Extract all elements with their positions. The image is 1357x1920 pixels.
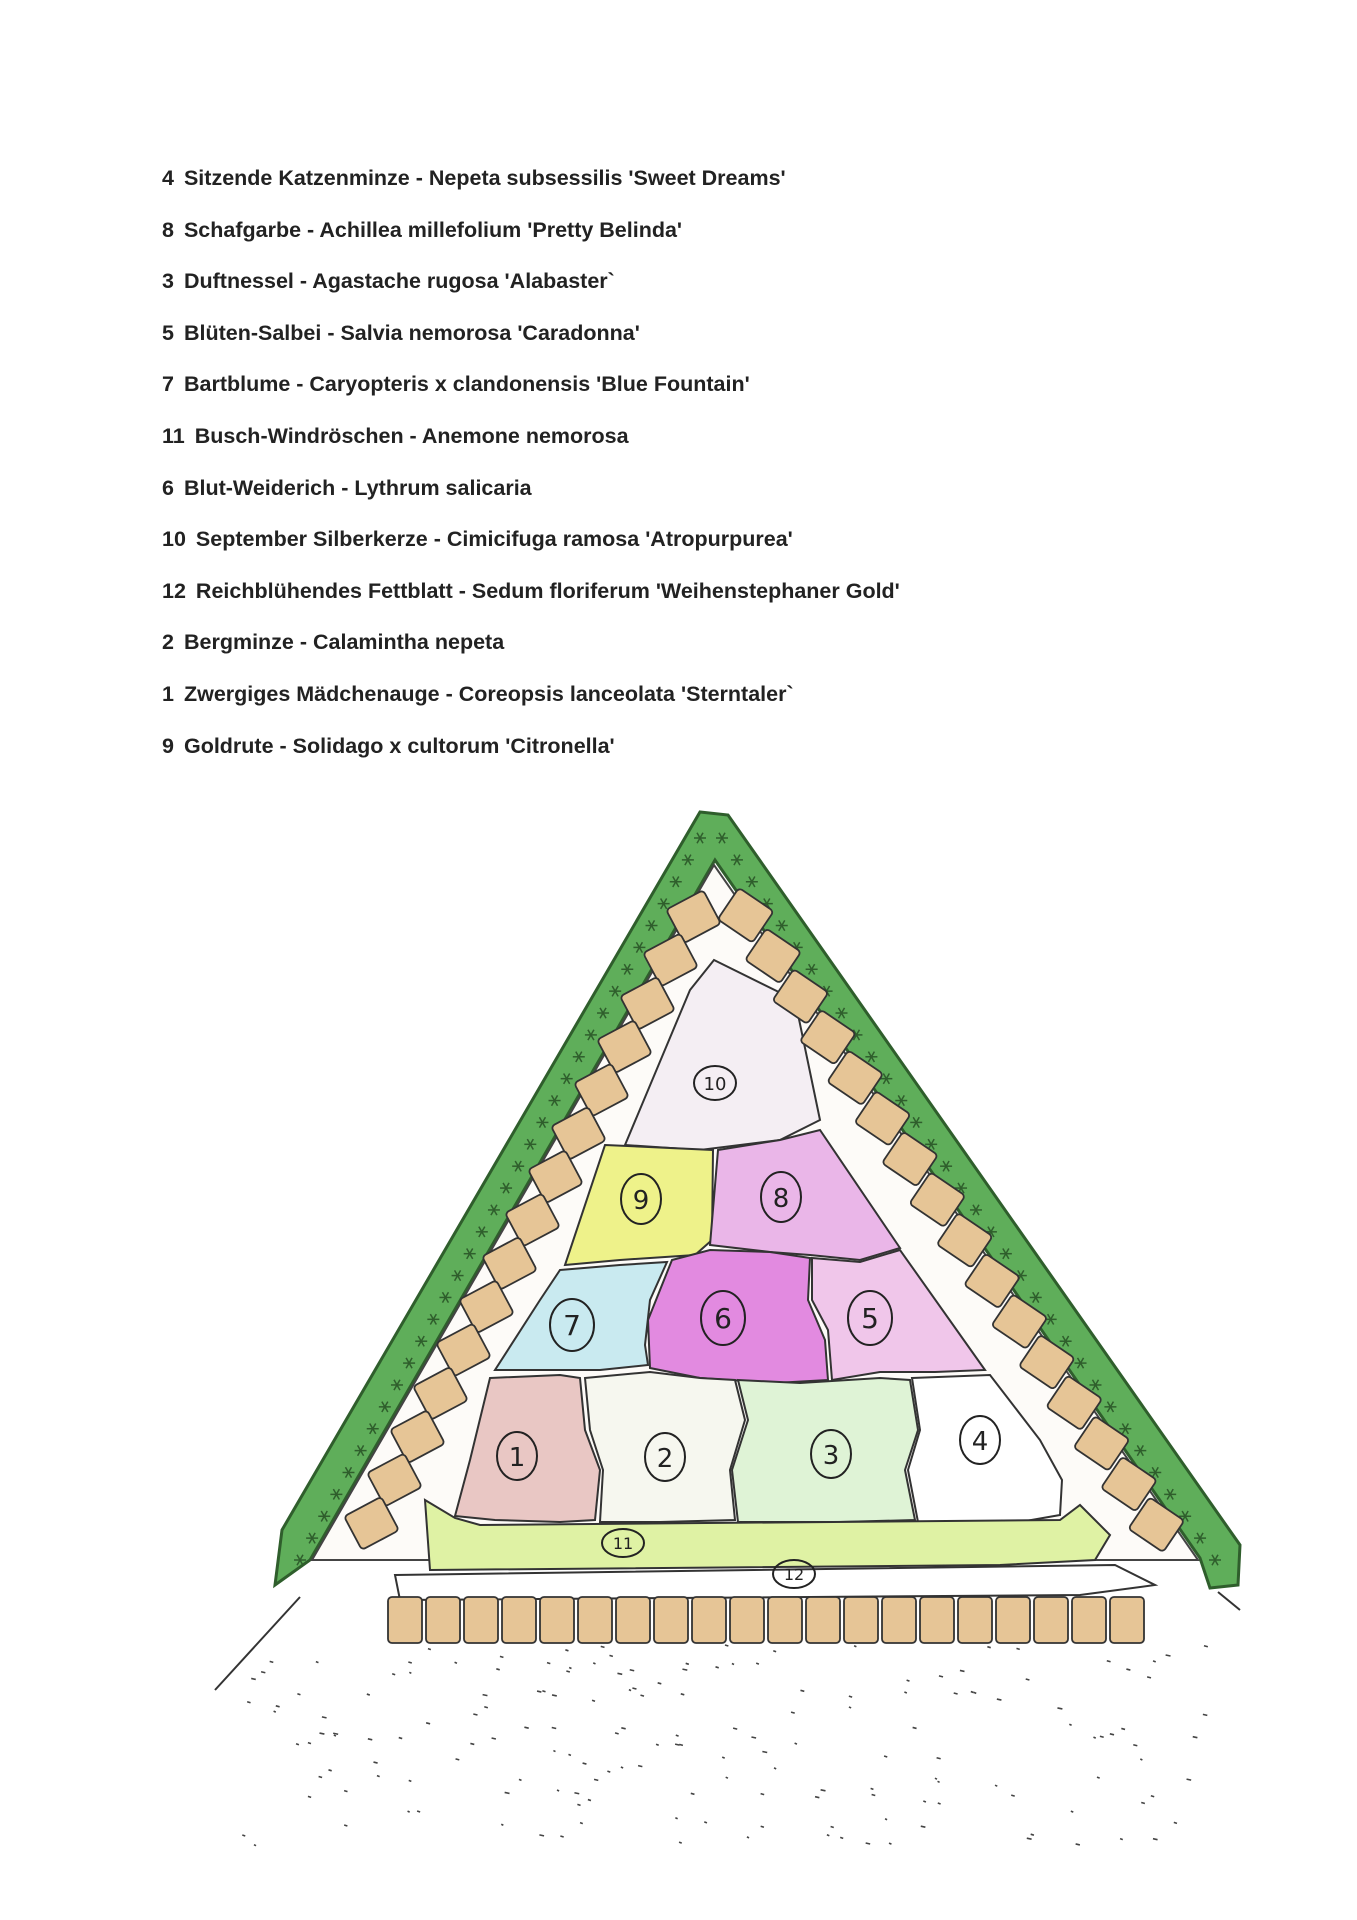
legend-number: 10 <box>162 527 186 552</box>
ground-dot <box>1071 1811 1073 1812</box>
ground-dot <box>601 1646 605 1647</box>
ground-dot <box>691 1793 695 1794</box>
ground-dot <box>592 1700 595 1701</box>
ground-dot <box>251 1678 256 1679</box>
ground-dot <box>1203 1714 1207 1715</box>
ground-dot <box>455 1662 457 1663</box>
ground-dot <box>866 1843 870 1844</box>
border-stone <box>844 1597 878 1643</box>
ground-dot <box>682 1669 687 1670</box>
border-stone <box>996 1597 1030 1643</box>
ground-dot <box>1187 1779 1192 1780</box>
ground-dot <box>1141 1802 1145 1803</box>
ground-dot <box>1120 1839 1123 1840</box>
legend-plant-name: Blut-Weiderich - Lythrum salicaria <box>183 475 532 500</box>
ground-dot <box>921 1826 926 1827</box>
border-stone <box>692 1597 726 1643</box>
ground-dot <box>621 1767 623 1768</box>
svg-text:4: 4 <box>971 1427 989 1457</box>
ground-dot <box>913 1727 917 1728</box>
ground-dot <box>1174 1822 1177 1823</box>
svg-text:5: 5 <box>861 1302 879 1335</box>
ground-edge-left <box>215 1597 300 1690</box>
svg-text:11: 11 <box>612 1534 634 1553</box>
ground-dot <box>676 1735 679 1736</box>
ground-dot <box>261 1672 265 1673</box>
svg-text:10: 10 <box>703 1074 727 1095</box>
ground-dot <box>319 1733 324 1734</box>
ground-dot <box>568 1754 570 1755</box>
ground-dot <box>800 1690 804 1691</box>
ground-dot <box>547 1663 550 1664</box>
ground-dot <box>500 1656 503 1657</box>
ground-dot <box>761 1826 764 1827</box>
ground-dot <box>580 1823 583 1824</box>
ground-dot <box>756 1663 759 1664</box>
ground-dot <box>1147 1677 1151 1678</box>
legend-plant-name: Schafgarbe - Achillea millefolium 'Pretty Belinda' <box>183 217 683 242</box>
ground-dot <box>621 1728 625 1729</box>
ground-dot <box>344 1825 347 1826</box>
ground-dot <box>1016 1648 1019 1649</box>
ground-dot <box>872 1794 876 1795</box>
ground-dot <box>344 1791 347 1792</box>
ground-dot <box>679 1842 682 1843</box>
ground-dot <box>593 1663 595 1664</box>
ground-dot <box>762 1752 767 1753</box>
border-stone <box>882 1597 916 1643</box>
ground-dot <box>904 1692 906 1693</box>
ground-dot <box>316 1662 319 1663</box>
ground-dot <box>552 1728 556 1729</box>
ground-dot <box>1193 1737 1198 1738</box>
ground-dot <box>524 1727 528 1728</box>
svg-text:6: 6 <box>714 1302 732 1335</box>
ground-dot <box>774 1768 776 1769</box>
ground-dot <box>987 1647 990 1648</box>
ground-dot <box>484 1707 488 1708</box>
ground-dot <box>377 1776 380 1777</box>
ground-dot <box>456 1759 460 1760</box>
ground-dot <box>849 1707 851 1708</box>
ground-dot <box>974 1692 976 1693</box>
ground-dot <box>889 1843 891 1844</box>
ground-dot <box>333 1733 338 1734</box>
ground-dot <box>795 1743 797 1744</box>
border-stone <box>502 1597 536 1643</box>
ground-dot <box>1153 1661 1156 1662</box>
ground-dot <box>761 1794 765 1795</box>
ground-dot <box>907 1680 910 1681</box>
ground-dot <box>594 1779 598 1780</box>
ground-dot <box>658 1683 662 1684</box>
ground-dot <box>537 1691 541 1692</box>
ground-dot <box>831 1827 834 1828</box>
svg-text:3: 3 <box>822 1441 840 1471</box>
ground-dot <box>1031 1834 1034 1835</box>
border-stone <box>958 1597 992 1643</box>
ground-dot <box>638 1766 642 1767</box>
ground-dot <box>923 1801 926 1802</box>
ground-dot <box>505 1792 510 1793</box>
ground-dot <box>473 1714 477 1715</box>
ground-dot <box>565 1650 568 1651</box>
ground-dot <box>1069 1724 1071 1725</box>
ground-dot <box>615 1733 619 1734</box>
legend-plant-name: Blüten-Salbei - Salvia nemorosa 'Caradonna' <box>183 320 640 345</box>
ground-dot <box>308 1743 311 1744</box>
ground-dot <box>542 1691 545 1692</box>
ground-dot <box>997 1699 1002 1700</box>
ground-dot <box>640 1695 644 1696</box>
ground-dot <box>747 1837 749 1838</box>
border-stone <box>388 1597 422 1643</box>
legend-plant-name: Zwergiges Mädchenauge - Coreopsis lanceolata 'Sterntaler` <box>183 681 794 706</box>
legend-plant-name: Sitzende Katzenminze - Nepeta subsessilis 'Sweet Dreams' <box>183 166 786 190</box>
ground-dot <box>960 1670 965 1671</box>
ground-dot <box>552 1695 557 1696</box>
border-stone <box>540 1597 574 1643</box>
ground-dot <box>274 1711 276 1712</box>
ground-dot <box>1027 1838 1032 1839</box>
ground-dot <box>322 1717 327 1718</box>
ground-dot <box>1100 1736 1104 1737</box>
ground-dot <box>276 1706 280 1707</box>
ground-dot <box>417 1811 420 1812</box>
border-stone <box>654 1597 688 1643</box>
ground-dot <box>630 1670 634 1671</box>
legend-plant-name: Busch-Windröschen - Anemone nemorosa <box>194 423 629 448</box>
ground-dot <box>617 1673 622 1674</box>
ground-dot <box>409 1672 411 1673</box>
svg-text:7: 7 <box>563 1309 581 1342</box>
ground-dot <box>557 1790 559 1791</box>
ground-dot <box>827 1835 829 1836</box>
ground-dot <box>1057 1708 1062 1709</box>
zone-6 <box>648 1250 828 1383</box>
ground-dot <box>254 1845 256 1846</box>
ground-dot <box>428 1649 431 1650</box>
ground-dot <box>583 1763 587 1764</box>
legend-plant-name: Goldrute - Solidago x cultorum 'Citronella' <box>183 733 615 758</box>
legend-number: 8 <box>162 217 174 242</box>
ground-dot <box>308 1796 311 1797</box>
ground-dot <box>1166 1655 1171 1656</box>
ground-dot <box>519 1779 522 1780</box>
ground-dot <box>247 1702 250 1703</box>
ground-dot <box>483 1695 488 1696</box>
ground-stipple <box>242 1645 1208 1846</box>
ground-dot <box>297 1694 300 1695</box>
border-stone <box>920 1597 954 1643</box>
ground-dot <box>577 1804 580 1805</box>
ground-dot <box>995 1785 997 1786</box>
ground-dot <box>1026 1679 1030 1680</box>
legend-number: 3 <box>162 269 174 294</box>
ground-dot <box>492 1738 496 1739</box>
ground-dot <box>1153 1839 1158 1840</box>
ground-dot <box>1133 1745 1137 1746</box>
ground-dot <box>815 1797 819 1798</box>
ground-dot <box>242 1835 245 1836</box>
svg-text:8: 8 <box>772 1184 790 1214</box>
ground-dot <box>681 1694 685 1695</box>
ground-dot <box>368 1739 372 1740</box>
ground-dot <box>732 1664 734 1665</box>
ground-dot <box>675 1744 680 1745</box>
border-stone <box>464 1597 498 1643</box>
border-stone <box>730 1597 764 1643</box>
border-stone <box>616 1597 650 1643</box>
ground-dot <box>1140 1759 1142 1760</box>
legend-plant-name: Reichblühendes Fettblatt - Sedum floriferum 'Weihenstephaner Gold' <box>195 578 900 603</box>
ground-dot <box>935 1778 937 1779</box>
ground-dot <box>609 1655 612 1656</box>
ground-dot <box>704 1822 707 1823</box>
ground-dot <box>679 1744 683 1745</box>
border-stone <box>1034 1597 1068 1643</box>
legend-number: 2 <box>162 630 174 655</box>
ground-dot <box>569 1668 571 1669</box>
legend-number: 4 <box>162 166 174 190</box>
ground-dot <box>408 1811 410 1812</box>
ground-dot <box>1107 1661 1111 1662</box>
ground-dot <box>408 1662 411 1663</box>
ground-dot <box>334 1735 336 1736</box>
border-stone <box>768 1597 802 1643</box>
ground-dot <box>560 1836 563 1837</box>
ground-dot <box>588 1800 591 1801</box>
border-stone <box>806 1597 840 1643</box>
ground-dot <box>1097 1777 1100 1778</box>
legend-number: 12 <box>162 578 186 603</box>
ground-dot <box>971 1692 974 1693</box>
ground-dot <box>656 1744 659 1745</box>
border-stone <box>1110 1597 1144 1643</box>
ground-dot <box>1110 1734 1114 1735</box>
legend-number: 7 <box>162 372 174 397</box>
ground-dot <box>939 1676 943 1677</box>
ground-dot <box>1204 1646 1208 1647</box>
ground-dot <box>1151 1796 1154 1797</box>
ground-dot <box>566 1671 570 1672</box>
ground-dot <box>938 1781 940 1782</box>
ground-dot <box>629 1690 631 1691</box>
legend-number: 6 <box>162 475 174 500</box>
ground-dot <box>675 1818 677 1819</box>
ground-dot <box>496 1669 499 1670</box>
border-stone <box>1072 1597 1106 1643</box>
ground-dot <box>791 1712 795 1713</box>
ground-dot <box>938 1803 941 1804</box>
ground-dot <box>553 1751 555 1752</box>
ground-dot <box>270 1661 274 1662</box>
border-stone <box>578 1597 612 1643</box>
ground-dot <box>1011 1795 1015 1796</box>
ground-dot <box>632 1688 636 1689</box>
ground-dot <box>840 1837 843 1838</box>
ground-dot <box>470 1743 474 1744</box>
ground-dot <box>773 1651 776 1652</box>
ground-dot <box>1126 1669 1130 1670</box>
ground-dot <box>821 1790 826 1791</box>
ground-dot <box>574 1793 579 1794</box>
ground-dot <box>885 1819 887 1820</box>
svg-text:9: 9 <box>632 1186 650 1216</box>
ground-dot <box>392 1674 395 1675</box>
ground-dot <box>426 1723 430 1724</box>
ground-dot <box>328 1770 331 1771</box>
ground-dot <box>871 1788 874 1789</box>
legend-plant-name: September Silberkerze - Cimicifuga ramosa 'Atropurpurea' <box>195 527 793 552</box>
svg-text:12: 12 <box>783 1565 805 1584</box>
ground-dot <box>367 1694 370 1695</box>
legend-plant-name: Bartblume - Caryopteris x clandonensis 'Blue Fountain' <box>183 372 750 397</box>
svg-text:1: 1 <box>508 1443 526 1473</box>
legend-plant-name: Bergminze - Calamintha nepeta <box>183 630 505 655</box>
ground-dot <box>1121 1728 1125 1729</box>
legend-number: 9 <box>162 733 174 758</box>
ground-dot <box>1093 1737 1095 1738</box>
ground-dot <box>539 1835 544 1836</box>
ground-dot <box>849 1696 852 1697</box>
ground-dot <box>733 1728 737 1729</box>
ground-edge-right <box>1218 1592 1240 1610</box>
ground-dot <box>319 1776 322 1777</box>
ground-dot <box>399 1738 402 1739</box>
legend-plant-name: Duftnessel - Agastache rugosa 'Alabaster` <box>183 269 615 294</box>
ground-dot <box>716 1667 719 1668</box>
ground-dot <box>954 1693 958 1694</box>
ground-dot <box>722 1757 725 1758</box>
ground-dot <box>751 1737 756 1738</box>
ground-dot <box>937 1758 941 1759</box>
ground-dot <box>726 1777 728 1778</box>
ground-dot <box>501 1824 503 1825</box>
ground-dot <box>854 1646 856 1647</box>
ground-dot <box>296 1744 299 1745</box>
border-stone <box>426 1597 460 1643</box>
ground-dot <box>725 1645 728 1646</box>
ground-dot <box>686 1663 689 1664</box>
legend-number: 5 <box>162 320 174 345</box>
legend-number: 1 <box>162 681 174 706</box>
ground-dot <box>1076 1844 1080 1845</box>
legend-number: 11 <box>162 423 185 448</box>
svg-text:2: 2 <box>656 1444 674 1474</box>
ground-dot <box>884 1756 887 1757</box>
ground-dot <box>373 1762 377 1763</box>
ground-dot <box>409 1780 412 1781</box>
ground-dot <box>607 1771 610 1772</box>
